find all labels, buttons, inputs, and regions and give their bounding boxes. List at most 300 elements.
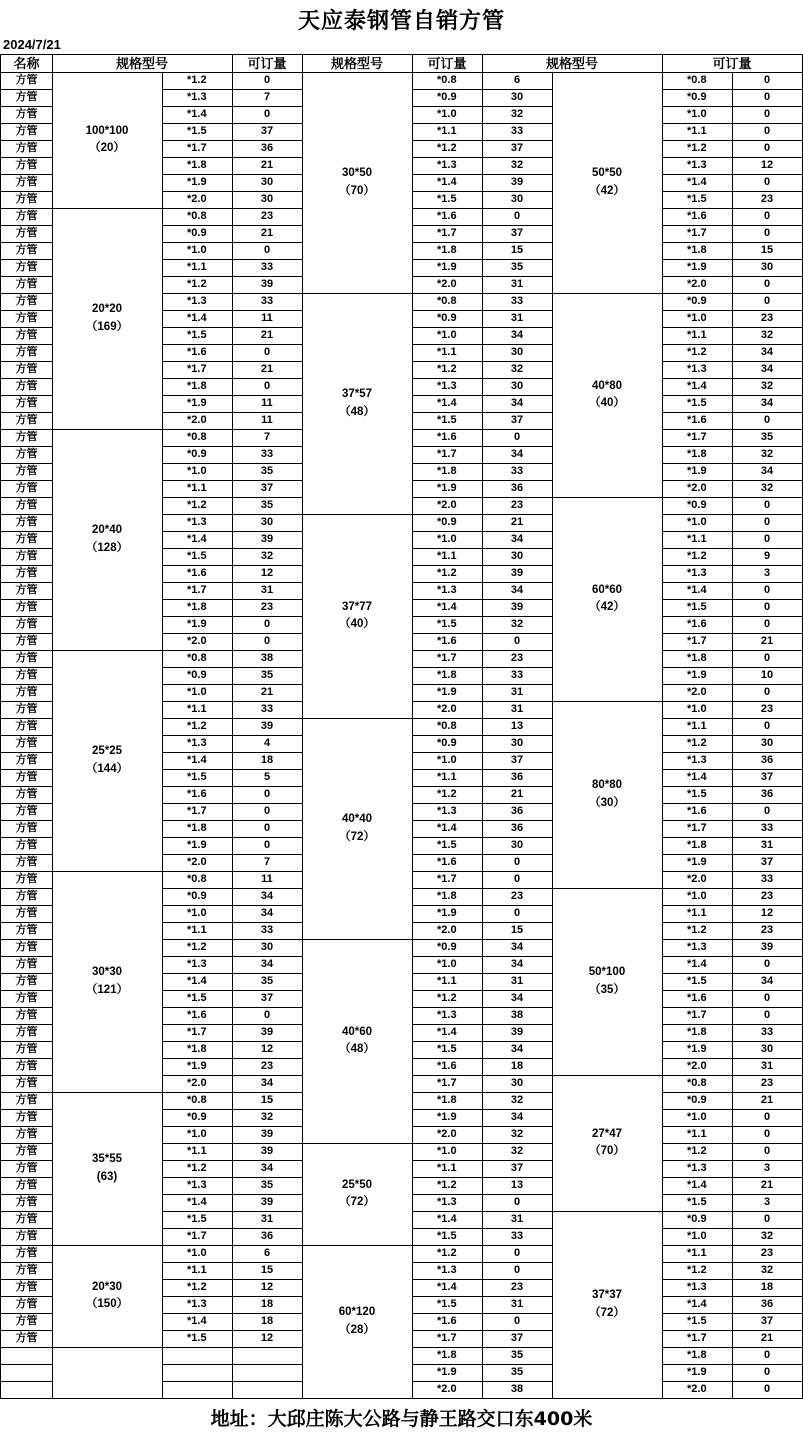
qty-cell: 10 [732,667,803,685]
spec-cell: *1.8 [412,667,483,685]
qty-cell: 34 [482,939,553,957]
row-name: 方管 [0,1330,53,1348]
row-name: 方管 [0,1007,53,1025]
qty-cell: 31 [732,1058,803,1076]
spec-cell: *1.4 [412,599,483,617]
spec-cell: *1.5 [162,1330,233,1348]
qty-cell: 0 [482,429,553,447]
size-total: （150） [85,1298,129,1310]
qty-cell: 34 [482,1041,553,1059]
size-label: 20*40 [91,524,123,536]
spec-cell: *0.9 [662,1092,733,1110]
spec-cell: *1.1 [662,905,733,923]
row-name: 方管 [0,956,53,974]
size-total: （128） [85,541,129,554]
qty-cell: 34 [732,463,803,481]
spec-cell: *2.0 [412,1381,483,1399]
row-name: 方管 [0,1126,53,1144]
qty-cell: 33 [232,922,303,940]
qty-cell: 35 [232,463,303,481]
spec-cell: *1.6 [162,786,233,804]
qty-cell: 32 [732,1228,803,1246]
spec-cell: *1.9 [162,174,233,192]
size-group-cell [552,1075,663,1212]
qty-cell: 39 [732,939,803,957]
qty-cell: 35 [482,1347,553,1365]
row-name: 方管 [0,1092,53,1110]
spec-cell: *1.8 [662,837,733,855]
qty-cell: 18 [232,1313,303,1331]
size-total: （121） [85,983,129,996]
size-group-cell [552,701,663,889]
qty-cell: 32 [482,361,553,379]
size-total: （72） [339,830,375,843]
qty-cell: 23 [732,310,803,328]
spec-cell: *1.1 [162,259,233,277]
qty-cell: 0 [232,616,303,634]
size-total: （40） [589,397,625,409]
qty-cell: 12 [232,1041,303,1059]
header-qty: 可订量 [412,54,483,73]
qty-cell: 31 [482,684,553,702]
spec-cell: *1.3 [662,1160,733,1178]
header-model: 规格型号 [302,54,413,73]
qty-cell: 21 [232,361,303,379]
qty-cell: 0 [732,1364,803,1382]
row-name: 方管 [0,106,53,124]
qty-cell: 35 [482,259,553,277]
row-name: 方管 [0,548,53,566]
size-group-cell [552,293,663,498]
qty-cell: 0 [732,599,803,617]
row-name: 方管 [0,327,53,345]
spec-cell: *0.8 [162,871,233,889]
size-total: （20） [89,142,125,154]
spec-cell: *1.3 [662,157,733,175]
row-name: 方管 [0,735,53,753]
size-label: 37*77 [341,600,373,613]
size-group-cell [552,1211,663,1399]
spec-cell: *1.3 [412,1194,483,1212]
row-name [0,1347,53,1365]
spec-cell: *1.6 [412,1313,483,1331]
spec-cell: *0.9 [662,89,733,107]
qty-cell: 33 [732,1024,803,1042]
spec-cell: *1.5 [412,837,483,855]
qty-cell: 34 [232,956,303,974]
spec-cell: *1.0 [162,242,233,260]
qty-cell: 39 [232,531,303,549]
qty-cell: 0 [232,803,303,821]
spec-cell: *1.3 [662,361,733,379]
qty-cell: 38 [232,650,303,668]
spec-cell: *1.1 [412,548,483,566]
qty-cell: 37 [232,990,303,1008]
spec-cell: *2.0 [662,276,733,294]
spec-cell: *1.5 [412,616,483,634]
spec-cell: *1.3 [162,293,233,311]
qty-cell: 0 [732,650,803,668]
size-label: 30*30 [91,966,123,978]
row-name: 方管 [0,1177,53,1195]
spec-cell: *1.8 [662,650,733,668]
spec-cell: *1.7 [662,429,733,447]
spec-cell: *0.9 [162,888,233,906]
qty-cell: 34 [732,395,803,413]
spec-cell: *1.5 [662,1194,733,1212]
spec-cell: *1.1 [662,1126,733,1144]
qty-cell: 31 [482,701,553,719]
spec-cell: *1.8 [162,820,233,838]
row-name: 方管 [0,1211,53,1229]
size-group-cell [552,497,663,702]
row-name [0,1364,53,1382]
spec-cell: *1.6 [662,412,733,430]
row-name: 方管 [0,157,53,175]
spec-cell: *1.1 [662,123,733,141]
qty-cell: 5 [232,769,303,787]
qty-cell: 30 [732,1041,803,1059]
spec-cell: *1.0 [662,514,733,532]
qty-cell: 37 [482,752,553,770]
spec-cell: *1.8 [662,1347,733,1365]
qty-cell: 35 [482,1364,553,1382]
qty-cell: 34 [232,905,303,923]
spec-cell: *0.9 [412,735,483,753]
spec-cell: *1.5 [662,786,733,804]
qty-cell: 0 [732,956,803,974]
row-name: 方管 [0,225,53,243]
qty-cell: 34 [482,1109,553,1127]
row-name: 方管 [0,191,53,209]
spec-cell: *1.8 [412,1347,483,1365]
qty-cell: 33 [482,463,553,481]
spec-cell: *1.4 [662,956,733,974]
qty-cell: 37 [232,480,303,498]
spec-cell: *1.2 [662,548,733,566]
size-label: 60*120 [338,1306,376,1318]
spec-cell: *1.2 [412,1177,483,1195]
spec-cell: *2.0 [412,922,483,940]
qty-cell: 15 [482,922,553,940]
spec-cell: *1.4 [162,1194,233,1212]
row-name [0,1381,53,1399]
qty-cell: 36 [732,786,803,804]
qty-cell: 35 [232,667,303,685]
qty-cell: 30 [732,735,803,753]
spec-cell: *1.5 [662,1313,733,1331]
qty-cell: 34 [232,1075,303,1093]
spec-cell: *1.0 [162,1126,233,1144]
qty-cell: 33 [482,123,553,141]
spec-cell: *1.9 [412,480,483,498]
spec-cell: *1.9 [412,259,483,277]
qty-cell: 39 [232,1024,303,1042]
row-name: 方管 [0,1194,53,1212]
spec-cell: *0.8 [662,72,733,90]
row-name: 方管 [0,1109,53,1127]
spec-cell: *1.7 [662,820,733,838]
spec-cell: *1.7 [162,1024,233,1042]
spec-cell: *1.5 [662,973,733,991]
row-name: 方管 [0,1024,53,1042]
spec-cell: *0.9 [662,293,733,311]
spec-cell: *1.5 [662,599,733,617]
size-group-cell [552,72,663,294]
spec-cell: *0.8 [162,650,233,668]
row-name: 方管 [0,650,53,668]
spec-cell: *1.3 [412,1262,483,1280]
spec-cell [162,1347,233,1365]
qty-cell: 30 [482,548,553,566]
spec-cell: *1.8 [412,888,483,906]
spec-cell: *1.9 [412,1109,483,1127]
qty-cell: 37 [482,412,553,430]
qty-cell: 36 [482,803,553,821]
spec-cell: *1.2 [412,786,483,804]
row-name: 方管 [0,1041,53,1059]
qty-cell: 6 [482,72,553,90]
qty-cell: 11 [232,871,303,889]
row-name: 方管 [0,344,53,362]
qty-cell: 0 [482,1313,553,1331]
row-name: 方管 [0,701,53,719]
spec-cell: *1.6 [412,429,483,447]
qty-cell: 12 [732,157,803,175]
qty-cell: 11 [232,395,303,413]
spec-cell: *1.8 [162,1041,233,1059]
row-name: 方管 [0,1262,53,1280]
spec-cell: *0.9 [162,446,233,464]
row-name: 方管 [0,463,53,481]
qty-cell: 30 [482,191,553,209]
spec-cell: *2.0 [162,633,233,651]
row-name: 方管 [0,446,53,464]
qty-cell: 23 [482,497,553,515]
spec-cell: *1.1 [662,531,733,549]
spec-cell: *1.6 [412,854,483,872]
size-total: (63) [96,1170,118,1183]
qty-cell: 36 [232,1228,303,1246]
spec-cell: *1.7 [412,1075,483,1093]
spec-cell: *1.3 [662,752,733,770]
qty-cell: 37 [482,1160,553,1178]
size-label: 27*47 [591,1127,623,1140]
spec-cell: *2.0 [162,412,233,430]
qty-cell [232,1364,303,1382]
spec-cell: *1.9 [412,684,483,702]
stock-table [0,54,803,1399]
size-group-cell [52,429,163,651]
spec-cell: *1.2 [412,140,483,158]
row-name: 方管 [0,718,53,736]
size-total: （169） [85,320,129,333]
qty-cell: 30 [482,89,553,107]
spec-cell: *2.0 [412,497,483,515]
qty-cell: 0 [232,106,303,124]
spec-cell: *1.3 [412,157,483,175]
size-total: （70） [339,184,375,197]
qty-cell: 0 [482,1262,553,1280]
spec-cell: *0.9 [412,514,483,532]
spec-cell: *0.9 [162,225,233,243]
spec-cell: *1.8 [162,378,233,396]
spec-cell: *2.0 [662,480,733,498]
spec-cell: *1.7 [662,1007,733,1025]
spec-cell: *0.8 [662,1075,733,1093]
spec-cell: *1.7 [162,803,233,821]
qty-cell: 30 [482,1075,553,1093]
qty-cell: 7 [232,89,303,107]
spec-cell [162,1381,233,1399]
qty-cell: 36 [482,820,553,838]
row-name: 方管 [0,1245,53,1263]
qty-cell: 34 [482,956,553,974]
row-name: 方管 [0,1075,53,1093]
qty-cell [232,1381,303,1399]
qty-cell: 0 [482,871,553,889]
qty-cell: 33 [232,701,303,719]
qty-cell: 30 [232,939,303,957]
qty-cell: 31 [232,1211,303,1229]
qty-cell: 0 [232,786,303,804]
size-group-cell [52,1347,163,1399]
spec-cell: *1.0 [662,106,733,124]
size-label: 100*100 [85,124,129,137]
spec-cell: *1.0 [412,956,483,974]
row-name: 方管 [0,1279,53,1297]
spec-cell: *1.2 [662,735,733,753]
qty-cell: 0 [232,633,303,651]
spec-cell: *0.9 [412,89,483,107]
row-name: 方管 [0,72,53,90]
size-total: （28） [339,1323,375,1336]
qty-cell: 33 [232,293,303,311]
row-name: 方管 [0,837,53,855]
spec-cell: *1.1 [412,973,483,991]
spec-cell: *1.5 [162,1211,233,1229]
size-total: （42） [589,601,625,613]
qty-cell: 0 [732,89,803,107]
qty-cell: 0 [732,684,803,702]
qty-cell: 0 [732,803,803,821]
qty-cell: 37 [482,140,553,158]
row-name: 方管 [0,89,53,107]
row-name: 方管 [0,1296,53,1314]
spec-cell: *1.2 [662,1143,733,1161]
qty-cell: 12 [232,1330,303,1348]
qty-cell: 30 [232,191,303,209]
spec-cell: *0.8 [162,1092,233,1110]
qty-cell: 21 [732,1177,803,1195]
spec-cell: *1.5 [412,191,483,209]
qty-cell: 18 [732,1279,803,1297]
spec-cell: *0.9 [662,1211,733,1229]
spec-cell: *1.8 [662,242,733,260]
qty-cell: 39 [482,599,553,617]
qty-cell: 21 [232,157,303,175]
qty-cell: 18 [482,1058,553,1076]
qty-cell: 31 [482,973,553,991]
qty-cell: 33 [232,446,303,464]
qty-cell: 38 [482,1007,553,1025]
row-name: 方管 [0,990,53,1008]
row-name: 方管 [0,242,53,260]
qty-cell: 23 [482,888,553,906]
qty-cell: 0 [232,378,303,396]
spec-cell: *1.5 [412,1041,483,1059]
size-group-cell [52,871,163,1093]
qty-cell: 32 [732,327,803,345]
qty-cell: 15 [732,242,803,260]
qty-cell: 12 [232,565,303,583]
spec-cell: *0.9 [412,939,483,957]
spec-cell: *1.0 [412,327,483,345]
spec-cell: *1.2 [662,344,733,362]
spec-cell: *1.6 [662,616,733,634]
row-name: 方管 [0,514,53,532]
spec-cell: *1.3 [412,582,483,600]
row-name: 方管 [0,565,53,583]
qty-cell: 21 [732,633,803,651]
header-qty: 可订量 [662,54,803,73]
qty-cell: 30 [482,344,553,362]
qty-cell: 21 [482,514,553,532]
row-name: 方管 [0,1160,53,1178]
row-name: 方管 [0,820,53,838]
size-total: （70） [589,1145,625,1157]
qty-cell: 35 [232,497,303,515]
row-name: 方管 [0,276,53,294]
qty-cell: 21 [732,1092,803,1110]
spec-cell: *2.0 [162,854,233,872]
qty-cell: 0 [232,242,303,260]
spec-cell: *2.0 [662,1058,733,1076]
spec-cell: *2.0 [162,1075,233,1093]
qty-cell: 30 [732,259,803,277]
spec-cell: *1.7 [162,140,233,158]
size-group-cell [52,208,163,430]
spec-cell: *0.9 [162,667,233,685]
size-group-cell [52,72,163,209]
size-group-cell [52,1092,163,1246]
report-date: 2024/7/21 [3,37,61,52]
size-total: （40） [339,618,375,630]
qty-cell: 34 [732,973,803,991]
qty-cell: 37 [732,769,803,787]
size-label: 30*50 [341,167,373,179]
qty-cell: 30 [482,378,553,396]
qty-cell: 23 [732,1075,803,1093]
qty-cell: 0 [732,412,803,430]
size-label: 35*55 [91,1153,123,1165]
qty-cell: 3 [732,565,803,583]
spec-cell: *1.5 [162,123,233,141]
qty-cell: 0 [732,1211,803,1229]
qty-cell: 7 [232,429,303,447]
qty-cell: 32 [482,106,553,124]
qty-cell: 34 [732,361,803,379]
spec-cell: *1.2 [412,990,483,1008]
qty-cell: 0 [482,1194,553,1212]
qty-cell: 0 [482,208,553,226]
qty-cell: 39 [232,718,303,736]
size-total: （35） [589,983,625,996]
spec-cell: *1.1 [162,480,233,498]
qty-cell: 18 [232,752,303,770]
qty-cell: 0 [482,905,553,923]
spec-cell: *1.0 [662,310,733,328]
